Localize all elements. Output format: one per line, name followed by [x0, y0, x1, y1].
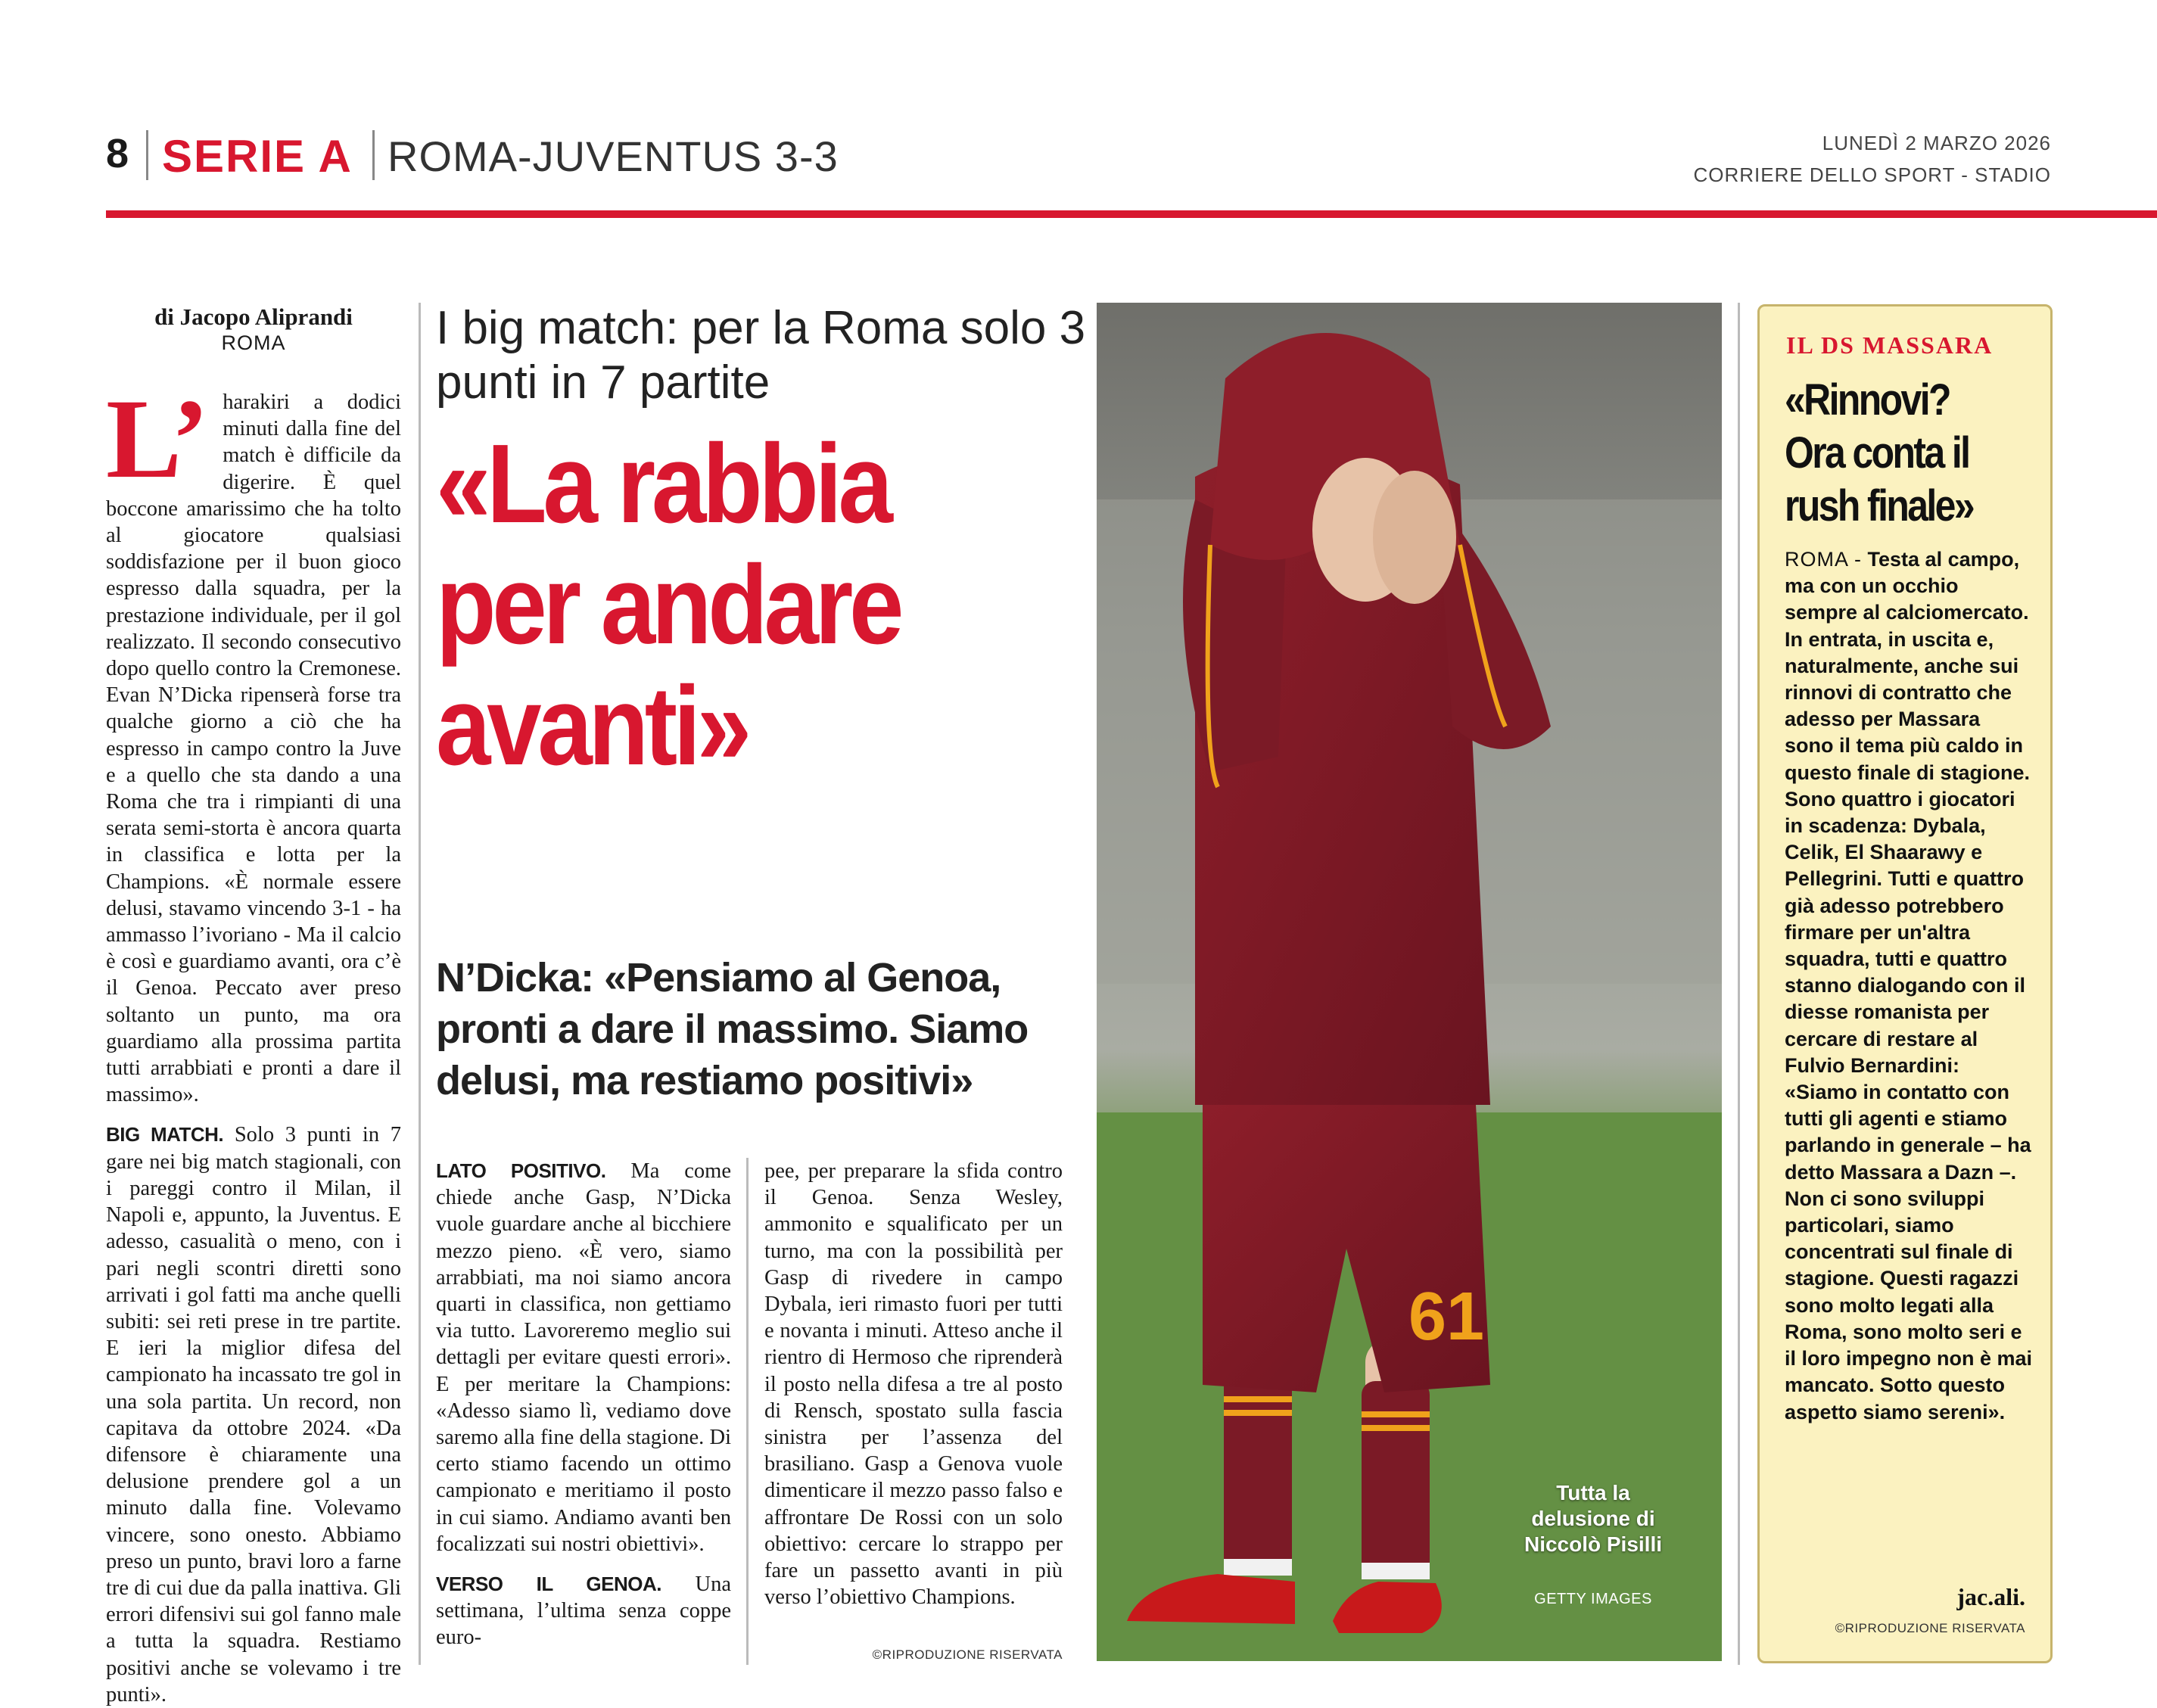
column-divider [419, 303, 421, 1665]
drop-cap: L’ [106, 376, 210, 502]
player-photo [1097, 303, 1722, 1661]
section-title: SERIE A [162, 131, 353, 182]
shirt-number: 61 [1408, 1279, 1485, 1355]
header-divider [372, 130, 375, 180]
article-paragraph [436, 1571, 731, 1651]
page-number: 8 [106, 131, 129, 176]
copyright-notice: ©RIPRODUZIONE RISERVATA [872, 1647, 1063, 1662]
dateline [1693, 127, 2051, 191]
paragraph-text: Una settimana, l’ultima senza coppe euro- [436, 1573, 731, 1650]
sidebar-paragraph: Testa al campo, ma con un occhio sempre al calciomercato. In entrata, in uscita e, naturalmente, anche sui rinnovi di contratto che adesso per Massara sono il tema più caldo in questo finale di stagione. Sono quattro i giocatori in scadenza: Dybala, Celik, El Shaarawy e Pellegrini. Tutti e quattro già adesso potrebbero firmare per un'altra squadra, tutti e quattro stanno dialogando con il diesse romanista per cercare di restare al Fulvio Bernardini: «Siamo in contatto con tutti gli agenti e stiamo parlando in generale – ha detto Massara a Dazn –. Non ci sono sviluppi particolari, siamo concentrati sul finale di stagione. Questi ragazzi sono molto legati alla Roma, sono molto seri e il loro impegno non è mai mancato. Sotto questo aspetto siamo sereni». [1785, 548, 2033, 1423]
sidebar-kicker: IL DS MASSARA [1786, 331, 1994, 359]
article-paragraph [106, 1122, 401, 1707]
left-article [106, 376, 401, 1708]
publication-name: CORRIERE DELLO SPORT - STADIO [1693, 163, 2051, 186]
paragraph-lead: BIG MATCH. [106, 1123, 224, 1146]
match-title: ROMA-JUVENTUS 3-3 [388, 132, 839, 180]
sidebar-signature: jac.ali. [1956, 1583, 2025, 1610]
header-rule [106, 210, 2157, 218]
paragraph-text: Solo 3 punti in 7 gare nei big match stagionali, con i pareggi contro il Milan, il Napoli e, appunto, la Juventus. E adesso, casualità o meno, con i pari negli scontri diretti sono arrivati i gol fatti ma anche quelli subiti: sei reti prese in tre partite. E ieri la miglior difesa del campionato ha incassato tre gol in una sola partita. Un record, non capitava da ottobre 2024. «Da difensore è chiaramente una delusione prendere gol a un minuto dalla fine. Volevamo vincere, sono onesto. Abbiamo preso un punto, bravi loro a farne tre di cui due da palla inattiva. Gli errori difensivi sui gol fanno male a tutta la squadra. Restiamo positivi anche se volevamo i tre punti». [106, 1123, 401, 1706]
photo-caption: Tutta la delusione di Niccolò Pisilli [1524, 1481, 1663, 1556]
column-divider [746, 1158, 749, 1665]
article-subheadline: N’Dicka: «Pensiamo al Genoa, pronti a dare il massimo. Siamo delusi, ma restiamo positivi» [436, 955, 1029, 1103]
byline [106, 303, 401, 355]
article-headline: «La rabbia per andare avanti» [436, 422, 901, 789]
center-column-2 [764, 1158, 1063, 1610]
paragraph-lead: LATO POSITIVO. [436, 1159, 606, 1182]
author-name: di Jacopo Aliprandi [154, 303, 353, 330]
sidebar-text [1785, 546, 2034, 1426]
article-paragraph [764, 1158, 1063, 1610]
paragraph-text: Ma come chiede anche Gasp, N’Dicka vuole guardare anche al bicchiere mezzo pieno. «È vero, siamo arrabbiati, ma noi siamo ancora quarti in classifica, non gettiamo via tutto. Lavoreremo meglio sui dettagli per evitare questi errori». E per meritare la Champions: «Adesso siamo lì, vediamo dove saremo alla fine della stagione. Di certo stiamo facendo un ottimo campionato e meritiamo il posto in cui siamo. Andiamo avanti ben focalizzati sui nostri obiettivi». [436, 1159, 731, 1556]
sidebar-copyright: ©RIPRODUZIONE RISERVATA [1835, 1621, 2025, 1635]
article-paragraph [106, 376, 401, 1108]
article-kicker: I big match: per la Roma solo 3 punti in 7 partite [436, 302, 1086, 409]
paragraph-text: harakiri a dodici minuti dalla fine del match è difficile da digerire. È quel boccone amarissimo che ha tolto al giocatore qualsiasi soddisfazione per il buon gioco espresso dalla squadra, per la prestazione individuale, per il gol realizzato. Il secondo consecutivo dopo quello contro la Cremonese. Evan N’Dicka ripenserà forse tra qualche giorno a ciò che ha espresso in campo contro la Juve e a quello che sta dando a una Roma che tra i rimpianti di una serata semi-storta è ancora quarta in classifica e lotta per la Champions. «È normale essere delusi, stavamo vincendo 3-1 - ha ammasso l’ivoriano - Ma il calcio è così e guardiamo avanti, ora c’è il Genoa. Peccato aver preso soltanto un punto, ma ora guardiamo alla prossima partita tutti arrabbiati e pronti a dare il massimo». [106, 390, 401, 1107]
byline-city: ROMA [221, 331, 286, 354]
photo-credit: GETTY IMAGES [1534, 1591, 1652, 1607]
paragraph-text: pee, per preparare la sfida contro il Genoa. Senza Wesley, ammonito e squalificato per un turno, ma con la possibilità per Gasp di rivedere in campo Dybala, ieri rimasto fuori per tutti e novanta i minuti. Atteso anche il rientro di Hermoso che riprenderà il posto nella difesa a tre al posto di Rensch, spostato sulla fascia sinistra per l’assenza del brasiliano. Gasp a Genova vuole dimenticare il mezzo passo falso e affrontare De Rossi con un solo obiettivo: cercare lo strappo per fare un passetto avanti in più verso l’obiettivo Champions. [764, 1159, 1063, 1610]
center-column-1 [436, 1158, 731, 1651]
column-divider [1738, 303, 1740, 1665]
header-divider [146, 130, 148, 180]
sidebar-headline: «Rinnovi? Ora conta il rush finale» [1785, 375, 1974, 530]
article-paragraph [436, 1158, 731, 1557]
issue-date: LUNEDÌ 2 MARZO 2026 [1822, 132, 2051, 154]
paragraph-lead: VERSO IL GENOA. [436, 1573, 661, 1596]
sidebar-city: ROMA - [1785, 548, 1863, 571]
